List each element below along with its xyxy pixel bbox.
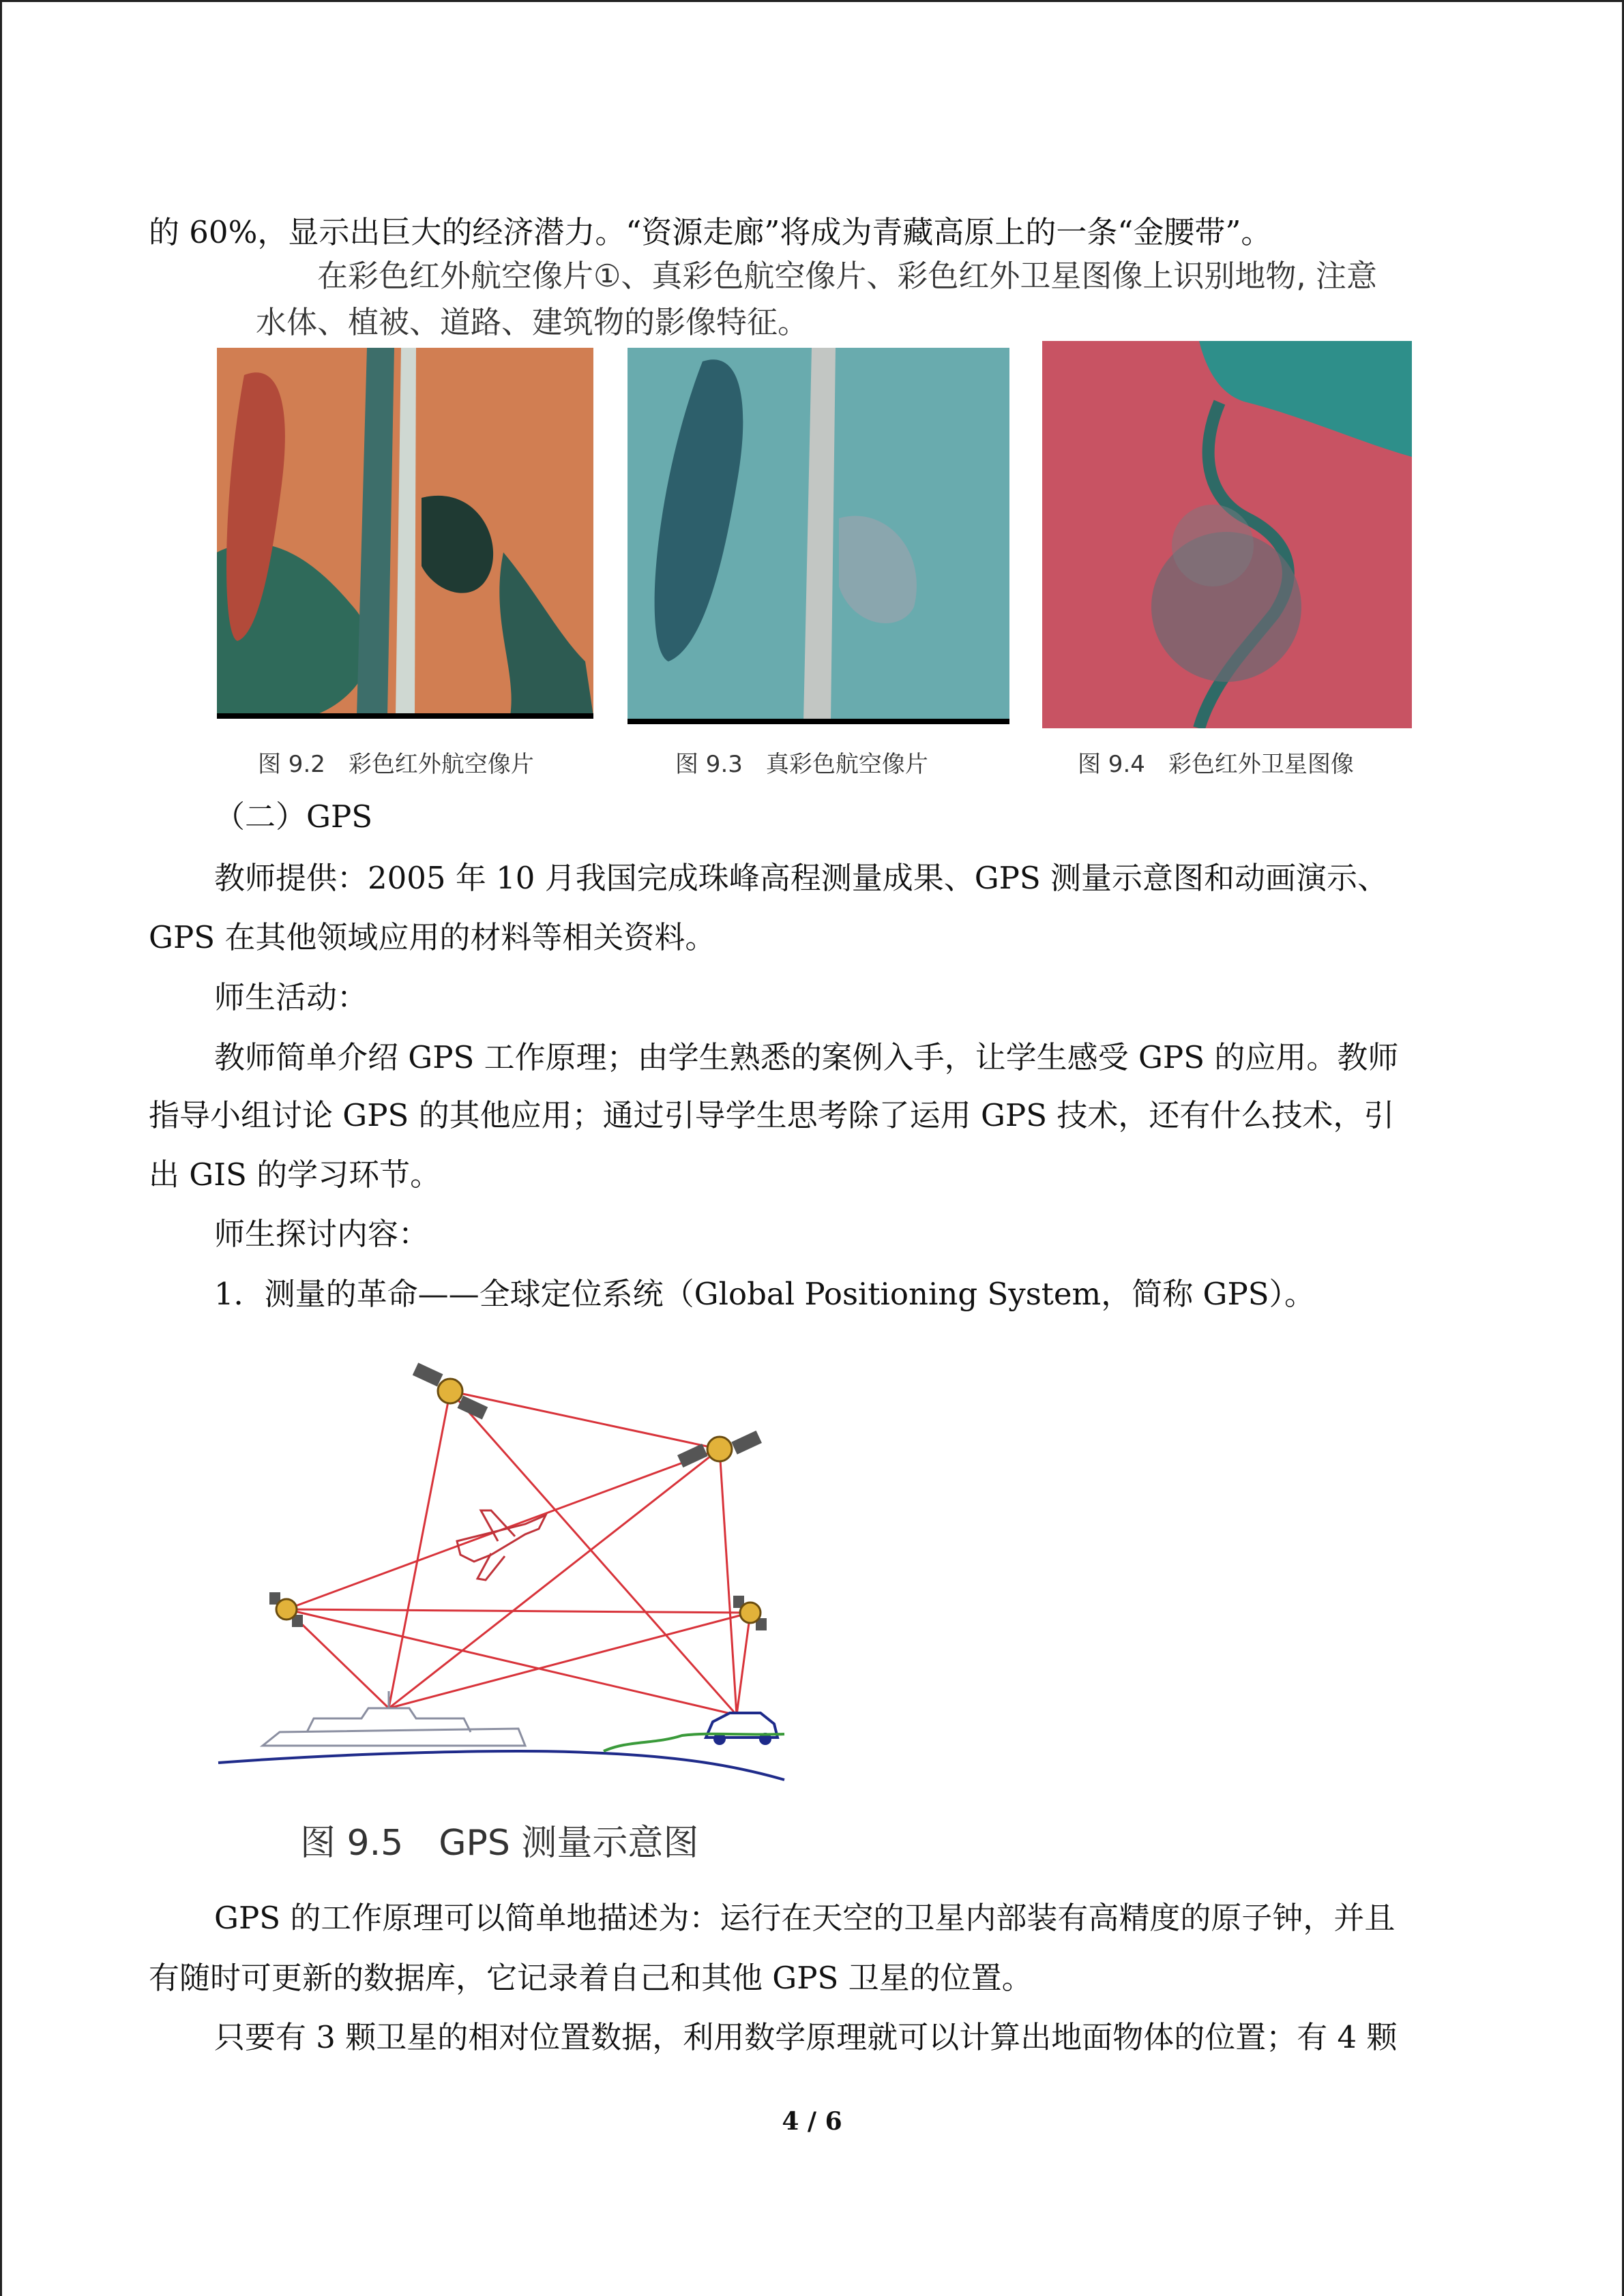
- satellite-icon: [677, 1431, 762, 1467]
- body-line: 指导小组讨论 GPS 的其他应用；通过引导学生思考除了运用 GPS 技术，还有什么技术，引: [149, 1097, 1395, 1133]
- car-icon: [706, 1713, 778, 1745]
- image-note-line2: 水体、植被、道路、建筑物的影像特征。: [256, 304, 809, 340]
- body-line: 只要有 3 颗卫星的相对位置数据，利用数学原理就可以计算出地面物体的位置；有 4 颗: [214, 2019, 1398, 2055]
- satellite-icon: [413, 1362, 488, 1419]
- body-line: 师生活动：: [214, 979, 368, 1015]
- fig-9-2-caption: 图 9.2 彩色红外航空像片: [258, 751, 534, 778]
- fig-9-4-photo: [1042, 341, 1412, 728]
- body-line: 教师简单介绍 GPS 工作原理；由学生熟悉的案例入手，让学生感受 GPS 的应用。教师: [214, 1039, 1399, 1075]
- image-note-line1: 在彩色红外航空像片①、真彩色航空像片、彩色红外卫星图像上识别地物, 注意: [317, 258, 1377, 294]
- page-number: 4 / 6: [782, 2107, 842, 2136]
- body-line: 师生探讨内容：: [214, 1216, 430, 1252]
- airplane-icon: [457, 1510, 546, 1580]
- page-border-top: [0, 0, 1624, 2]
- fig-9-5-caption: 图 9.5 GPS 测量示意图: [300, 1823, 699, 1864]
- body-line: 出 GIS 的学习环节。: [149, 1157, 441, 1193]
- list-item-1: 1．测量的革命——全球定位系统（Global Positioning System，简称 GPS）。: [214, 1276, 1316, 1312]
- fig-9-4-caption: 图 9.4 彩色红外卫星图像: [1078, 751, 1354, 778]
- page-border-left: [0, 0, 2, 2296]
- fig-9-5-gps-diagram: [205, 1337, 805, 1800]
- body-line: 教师提供：2005 年 10 月我国完成珠峰高程测量成果、GPS 测量示意图和动画演示、: [214, 860, 1389, 896]
- fig-9-2-photo: [217, 348, 593, 721]
- fig-9-3-photo: [628, 348, 1009, 727]
- body-line: 有随时可更新的数据库，它记录着自己和其他 GPS 卫星的位置。: [149, 1960, 1033, 1996]
- fig-9-3-caption: 图 9.3 真彩色航空像片: [675, 751, 928, 778]
- body-line: GPS 在其他领域应用的材料等相关资料。: [149, 919, 716, 955]
- body-line: 的 60%，显示出巨大的经济潜力。“资源走廊”将成为青藏高原上的一条“金腰带”。: [149, 214, 1272, 250]
- body-line: GPS 的工作原理可以简单地描述为：运行在天空的卫星内部装有高精度的原子钟，并且: [214, 1900, 1396, 1936]
- ship-icon: [263, 1691, 525, 1746]
- section-heading-gps: （二）GPS: [214, 799, 373, 835]
